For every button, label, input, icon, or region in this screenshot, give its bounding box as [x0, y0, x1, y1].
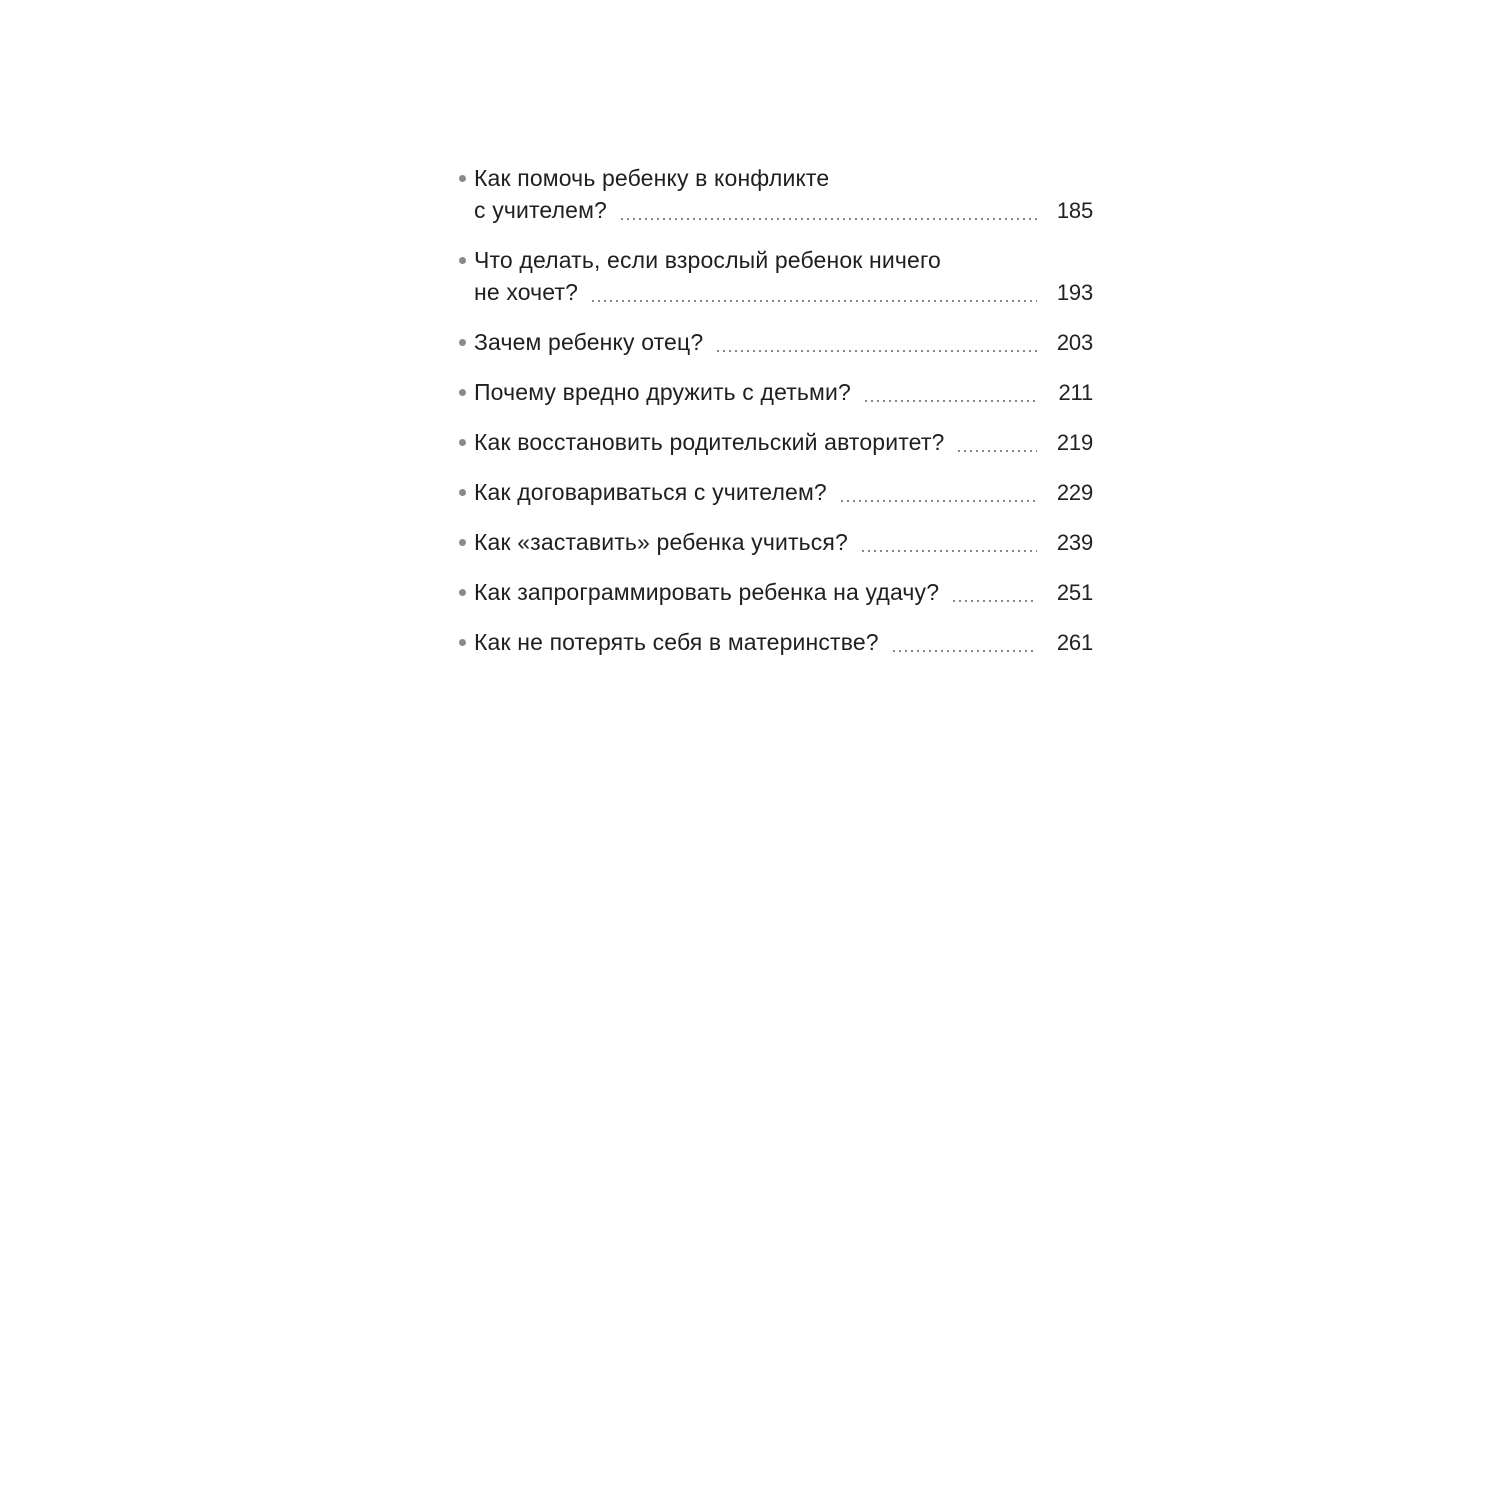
bullet-icon [459, 175, 466, 182]
bullet-icon [459, 539, 466, 546]
bullet-icon [459, 389, 466, 396]
toc-entry-title-line: Как восстановить родительский авторитет? [474, 429, 945, 455]
toc-entry[interactable] [457, 162, 1093, 227]
toc-entry-title-line: Почему вредно дружить с детьми? [474, 379, 851, 405]
toc-entry-title-line: не хочет? [474, 279, 579, 305]
toc-entry-last-line [474, 626, 1093, 659]
toc-entry-title-line: Как запрограммировать ребенка на удачу? [474, 579, 940, 605]
toc-page-number: 193 [1056, 280, 1093, 305]
toc-entry[interactable] [457, 426, 1093, 459]
toc-entry[interactable] [457, 526, 1093, 559]
toc-entry-last-line [474, 526, 1093, 559]
bullet-icon [459, 589, 466, 596]
toc-entry-last-line [474, 326, 1093, 359]
dot-leader [863, 400, 1037, 402]
toc-page-number: 229 [1056, 480, 1093, 505]
bullet-icon [459, 639, 466, 646]
toc-entry-title-line: Как не потерять себя в материнстве? [474, 629, 879, 655]
toc-page-number: 211 [1058, 380, 1093, 405]
toc-entry[interactable] [457, 244, 1093, 309]
toc-entry-title-line: Как «заставить» ребенка учиться? [474, 529, 848, 555]
toc-entry-last-line [474, 276, 1093, 309]
toc-entry[interactable] [457, 626, 1093, 659]
toc-page-number: 239 [1056, 530, 1093, 555]
toc-entry-title-line: Как помочь ребенку в конфликте [474, 165, 830, 191]
toc-entry[interactable] [457, 376, 1093, 409]
toc-entry-title-line: Зачем ребенку отец? [474, 329, 704, 355]
toc-page-number: 185 [1056, 198, 1093, 223]
bullet-icon [459, 439, 466, 446]
toc-page-number: 203 [1056, 330, 1093, 355]
toc-page-number: 219 [1056, 430, 1093, 455]
toc-entry-title-line: с учителем? [474, 197, 607, 223]
toc-page-number: 261 [1056, 630, 1093, 655]
bullet-icon [459, 339, 466, 346]
toc-entry-last-line [474, 576, 1093, 609]
toc-entry-title-line: Что делать, если взрослый ребенок ничего [474, 247, 941, 273]
toc-entry[interactable] [457, 326, 1093, 359]
dot-leader [860, 550, 1037, 552]
bullet-icon [459, 489, 466, 496]
dot-leader [715, 350, 1037, 352]
toc-entry-last-line [474, 476, 1093, 509]
dot-leader [590, 300, 1037, 302]
toc-entry-last-line [474, 194, 1093, 227]
toc-entry[interactable] [457, 476, 1093, 509]
bullet-icon [459, 257, 466, 264]
toc-entry-title-line: Как договариваться с учителем? [474, 479, 827, 505]
toc-page-number: 251 [1056, 580, 1093, 605]
dot-leader [891, 650, 1037, 652]
toc-entry-last-line [474, 376, 1093, 409]
toc-entry[interactable] [457, 576, 1093, 609]
dot-leader [619, 218, 1037, 220]
dot-leader [951, 600, 1037, 602]
dot-leader [956, 450, 1037, 452]
dot-leader [839, 500, 1037, 502]
table-of-contents [457, 162, 1093, 676]
toc-entry-last-line [474, 426, 1093, 459]
